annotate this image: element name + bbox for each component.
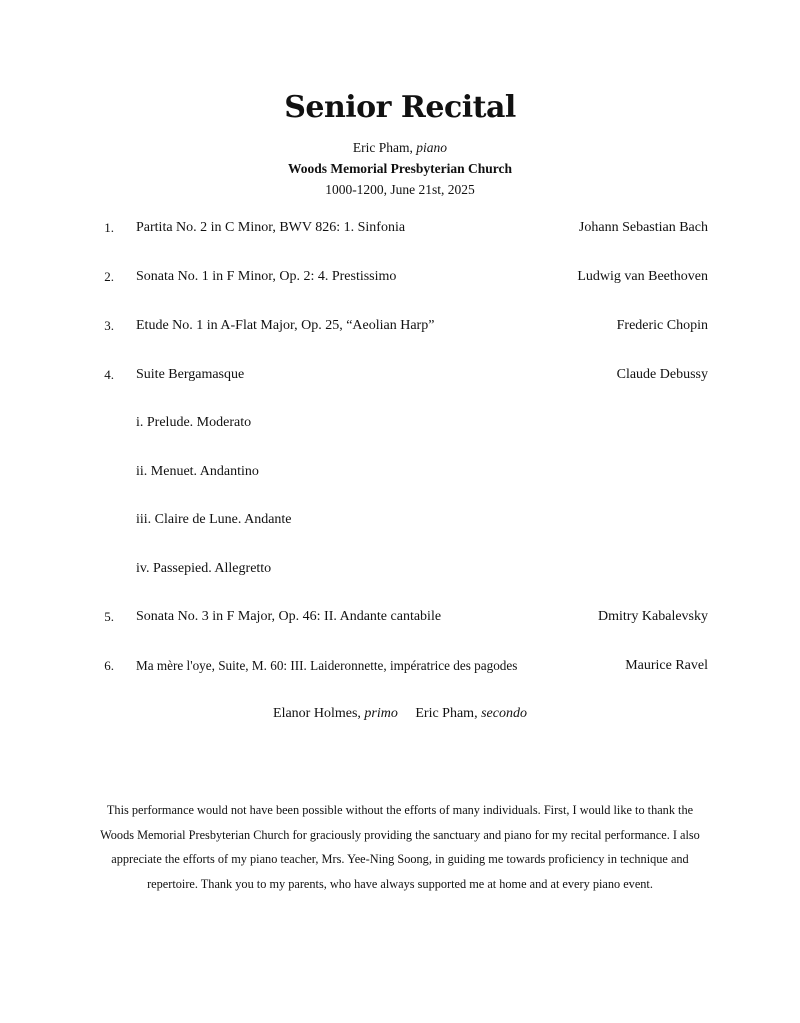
movement: iv. Passepied. Allegretto [136, 561, 272, 576]
page-title: Senior Recital [284, 90, 516, 125]
movement: iii. Claire de Lune. Andante [136, 512, 292, 527]
duet-performers [0, 705, 800, 723]
program-composer: Ludwig van Beethoven [577, 269, 708, 284]
program-piece: Sonata No. 1 in F Minor, Op. 2: 4. Prestissimo [136, 269, 397, 284]
program-composer: Claude Debussy [616, 367, 708, 382]
program-number: 1. [104, 220, 114, 235]
venue: Woods Memorial Presbyterian Church [287, 161, 513, 176]
program-composer: Johann Sebastian Bach [578, 220, 708, 235]
acknowledgment-paragraph: This performance would not have been possible without the efforts of many individuals. First, I would like to thank the Woods Memorial Presbyterian Church for graciously providing the sanctuary and piano for my recital performance. I also appreciate the efforts of my piano teacher, Mrs. Yee-Ning Soong, in guiding me towards proficiency in technique and repertoire. Thank you to my parents, who have always supported me at home and at every piano event. [100, 803, 700, 891]
program-number: 4. [104, 367, 114, 382]
program-number: 5. [104, 609, 114, 624]
secondo-name: Eric Pham, [415, 706, 478, 721]
movement: ii. Menuet. Andantino [136, 464, 259, 479]
program-composer: Frederic Chopin [616, 318, 708, 333]
primo-role: primo [364, 706, 398, 721]
program-number: 2. [104, 269, 114, 284]
program-piece: Sonata No. 3 in F Major, Op. 46: II. Andante cantabile [136, 609, 442, 624]
performer-instrument: piano [416, 140, 448, 155]
primo-name: Elanor Holmes, [273, 706, 361, 721]
program-piece: Ma mère l'oye, Suite, M. 60: III. Laideronnette, impératrice des pagodes [136, 658, 518, 673]
performer-line [0, 139, 800, 157]
program-piece: Partita No. 2 in C Minor, BWV 826: 1. Sinfonia [136, 220, 406, 235]
performer-name: Eric Pham, [352, 140, 413, 155]
program-piece: Suite Bergamasque [136, 367, 245, 382]
program-number: 6. [104, 658, 114, 673]
program-composer: Maurice Ravel [625, 658, 708, 673]
secondo-role: secondo [481, 706, 527, 721]
program-number: 3. [104, 318, 114, 333]
program-composer: Dmitry Kabalevsky [597, 609, 708, 624]
program-piece: Etude No. 1 in A-Flat Major, Op. 25, “Aeolian Harp” [136, 318, 435, 333]
datetime: 1000-1200, June 21st, 2025 [325, 182, 475, 197]
movement: i. Prelude. Moderato [136, 415, 252, 430]
